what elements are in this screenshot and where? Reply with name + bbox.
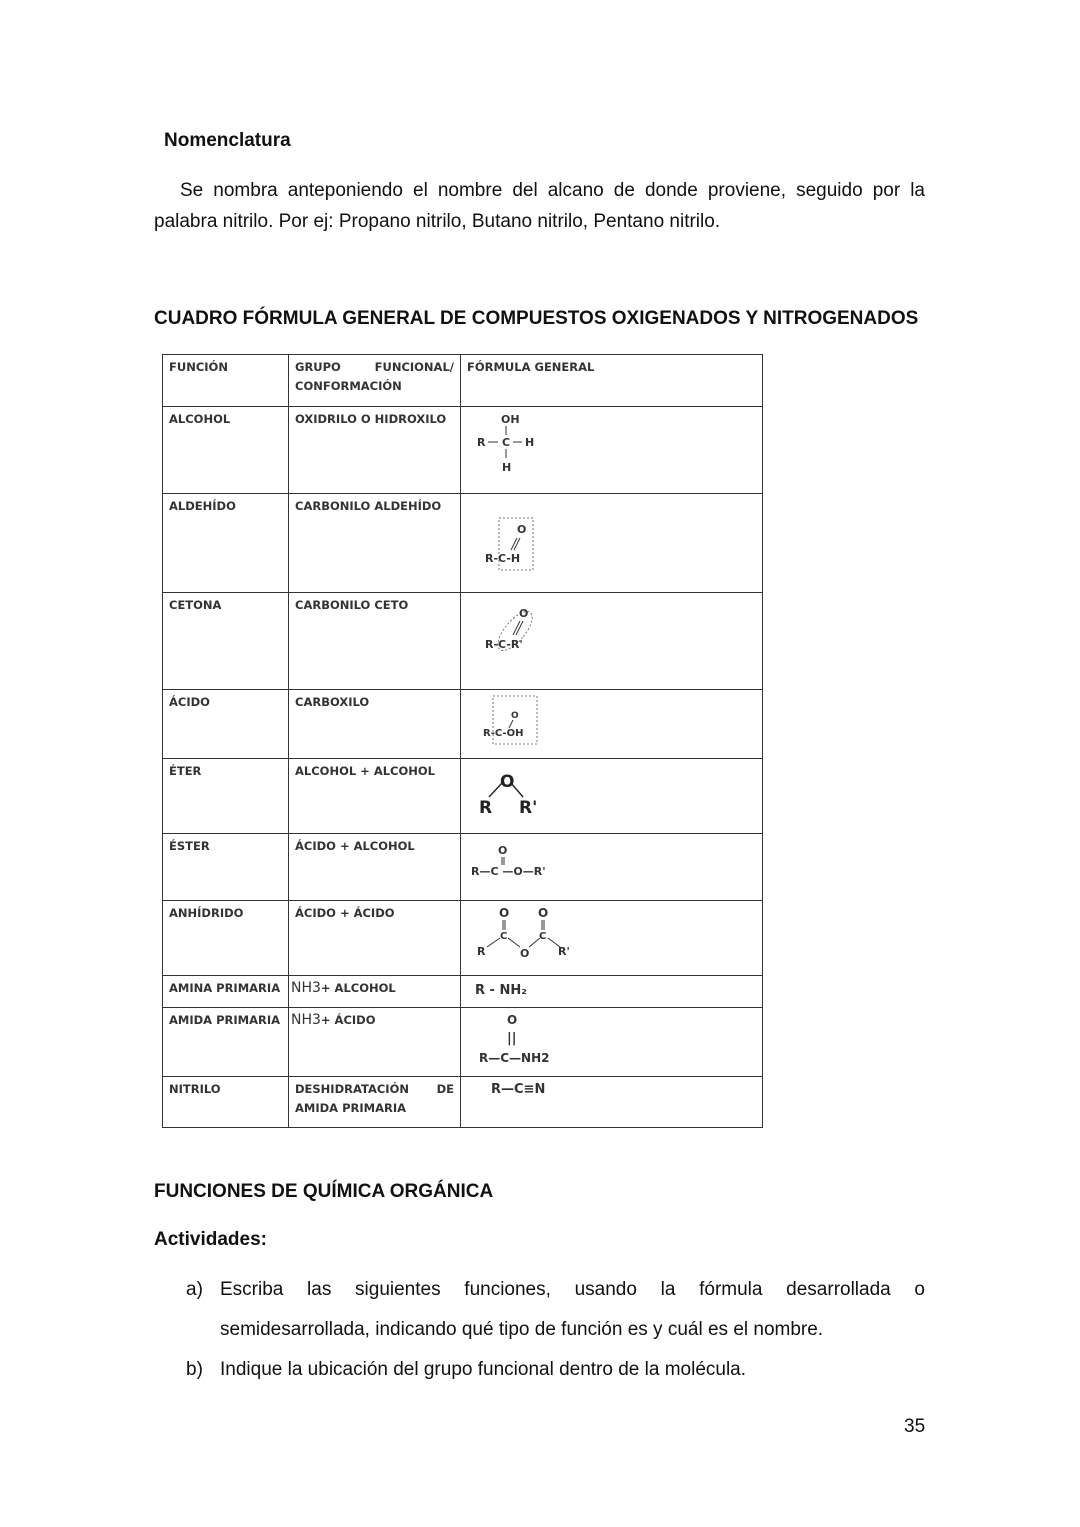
cell-funcion: ANHÍDRIDO — [163, 901, 289, 976]
acido-o: O — [511, 711, 519, 721]
table-header-row — [163, 355, 763, 407]
anhidrido-r2: R' — [558, 945, 570, 958]
cell-grupo: CARBONILO CETO — [289, 593, 461, 690]
anhidrido-o1: O — [499, 906, 510, 920]
nh3-text: NH3 — [291, 1012, 321, 1028]
amina-formula: R - NH₂ — [475, 983, 527, 998]
anhidrido-c1: C — [500, 931, 508, 942]
table-row — [163, 901, 763, 976]
header-funcion: FUNCIÓN — [163, 355, 289, 407]
ester-chain: R—C —O—R' — [471, 865, 546, 878]
cell-grupo: DESHIDRATACIÓN DE AMIDA PRIMARIA — [289, 1077, 461, 1128]
cetona-formula — [465, 595, 585, 681]
table-row — [163, 759, 763, 834]
aldehido-formula — [465, 496, 585, 584]
cell-funcion: ÉTER — [163, 759, 289, 834]
amida-o: O — [507, 1013, 518, 1027]
cell-formula — [461, 1008, 763, 1077]
cell-formula — [461, 759, 763, 834]
nitrilo-formula: R—C≡N — [491, 1082, 546, 1097]
acido-chain: R-C-OH — [483, 728, 524, 739]
cell-grupo: OXIDRILO O HIDROXILO — [289, 407, 461, 494]
cell-funcion: ALCOHOL — [163, 407, 289, 494]
cell-grupo: ÁCIDO + ALCOHOL — [289, 834, 461, 901]
cell-formula — [461, 901, 763, 976]
page-number: 35 — [904, 1416, 926, 1437]
cell-funcion: AMINA PRIMARIA — [163, 976, 289, 1008]
nh3-text: NH3 — [291, 980, 321, 996]
formula-table — [162, 354, 763, 1128]
item-text: Escriba las siguientes funciones, usando la fórmula desarrollada o semidesarrollada, indicando qué tipo de función es y cuál es el nombre. — [220, 1279, 925, 1340]
cell-formula — [461, 690, 763, 759]
list-item — [154, 1350, 925, 1390]
cell-funcion: NITRILO — [163, 1077, 289, 1128]
cell-funcion: ÉSTER — [163, 834, 289, 901]
funciones-heading: FUNCIONES DE QUÍMICA ORGÁNICA — [154, 1181, 494, 1202]
table-row — [163, 407, 763, 494]
alcohol-oh: OH — [501, 413, 520, 426]
eter-formula — [465, 761, 585, 825]
table-row — [163, 690, 763, 759]
cell-funcion: AMIDA PRIMARIA — [163, 1008, 289, 1077]
cell-formula — [461, 593, 763, 690]
cell-formula — [461, 1077, 763, 1128]
cell-formula — [461, 976, 763, 1008]
cell-grupo: CARBOXILO — [289, 690, 461, 759]
amida-formula — [465, 1010, 605, 1068]
item-text: Indique la ubicación del grupo funcional dentro de la molécula. — [220, 1359, 747, 1380]
header-formula: FÓRMULA GENERAL — [461, 355, 763, 407]
activities-list — [154, 1270, 925, 1390]
eter-r1: R — [479, 798, 493, 818]
alcohol-c: C — [502, 436, 511, 449]
aldehido-o: O — [517, 523, 527, 536]
anhidrido-o2: O — [538, 906, 549, 920]
cell-grupo — [289, 1008, 461, 1077]
cell-formula — [461, 494, 763, 593]
aldehido-chain: R-C-H — [485, 552, 521, 565]
table-row — [163, 593, 763, 690]
anhidrido-o3: O — [520, 947, 530, 960]
eter-r2: R' — [519, 798, 538, 818]
anhidrido-c2: C — [539, 931, 547, 942]
acido-formula — [465, 692, 585, 750]
header-grupo: GRUPO FUNCIONAL/ CONFORMACIÓN — [289, 355, 461, 407]
cell-grupo — [289, 976, 461, 1008]
alcohol-r: R — [477, 436, 486, 449]
anhidrido-formula — [465, 903, 605, 967]
ester-o: O — [498, 844, 508, 857]
alcohol-formula — [465, 409, 585, 485]
grupo-suffix: + ALCOHOL — [320, 981, 396, 995]
table-row — [163, 976, 763, 1008]
actividades-heading: Actividades: — [154, 1229, 267, 1250]
cell-funcion: ÁCIDO — [163, 690, 289, 759]
cell-grupo: ALCOHOL + ALCOHOL — [289, 759, 461, 834]
cell-funcion: ALDEHÍDO — [163, 494, 289, 593]
cetona-o: O — [519, 607, 529, 620]
table-title: CUADRO FÓRMULA GENERAL DE COMPUESTOS OXIGENADOS Y NITROGENADOS — [154, 308, 919, 329]
table-row — [163, 1077, 763, 1128]
alcohol-h2: H — [502, 461, 512, 474]
eter-o: O — [500, 772, 515, 792]
grupo-suffix: + ÁCIDO — [320, 1013, 376, 1027]
alcohol-h1: H — [525, 436, 535, 449]
cell-funcion: CETONA — [163, 593, 289, 690]
amida-chain: R—C—NH2 — [479, 1051, 550, 1065]
section-heading: Nomenclatura — [164, 130, 291, 151]
list-item — [154, 1270, 925, 1350]
cell-grupo: ÁCIDO + ÁCIDO — [289, 901, 461, 976]
amida-bond: || — [507, 1031, 517, 1046]
table-row — [163, 834, 763, 901]
cell-formula — [461, 834, 763, 901]
anhidrido-r1: R — [477, 945, 486, 958]
table-row — [163, 494, 763, 593]
cell-grupo: CARBONILO ALDEHÍDO — [289, 494, 461, 593]
table-row — [163, 1008, 763, 1077]
section-body: Se nombra anteponiendo el nombre del alcano de donde proviene, seguido por la palabra nitrilo. Por ej: Propano nitrilo, Butano nitrilo, Pentano nitrilo. — [154, 180, 925, 232]
ester-formula — [465, 836, 605, 892]
item-marker: b) — [186, 1359, 203, 1380]
cetona-chain: R-C-R' — [485, 638, 523, 651]
item-marker: a) — [186, 1279, 203, 1300]
cell-formula — [461, 407, 763, 494]
